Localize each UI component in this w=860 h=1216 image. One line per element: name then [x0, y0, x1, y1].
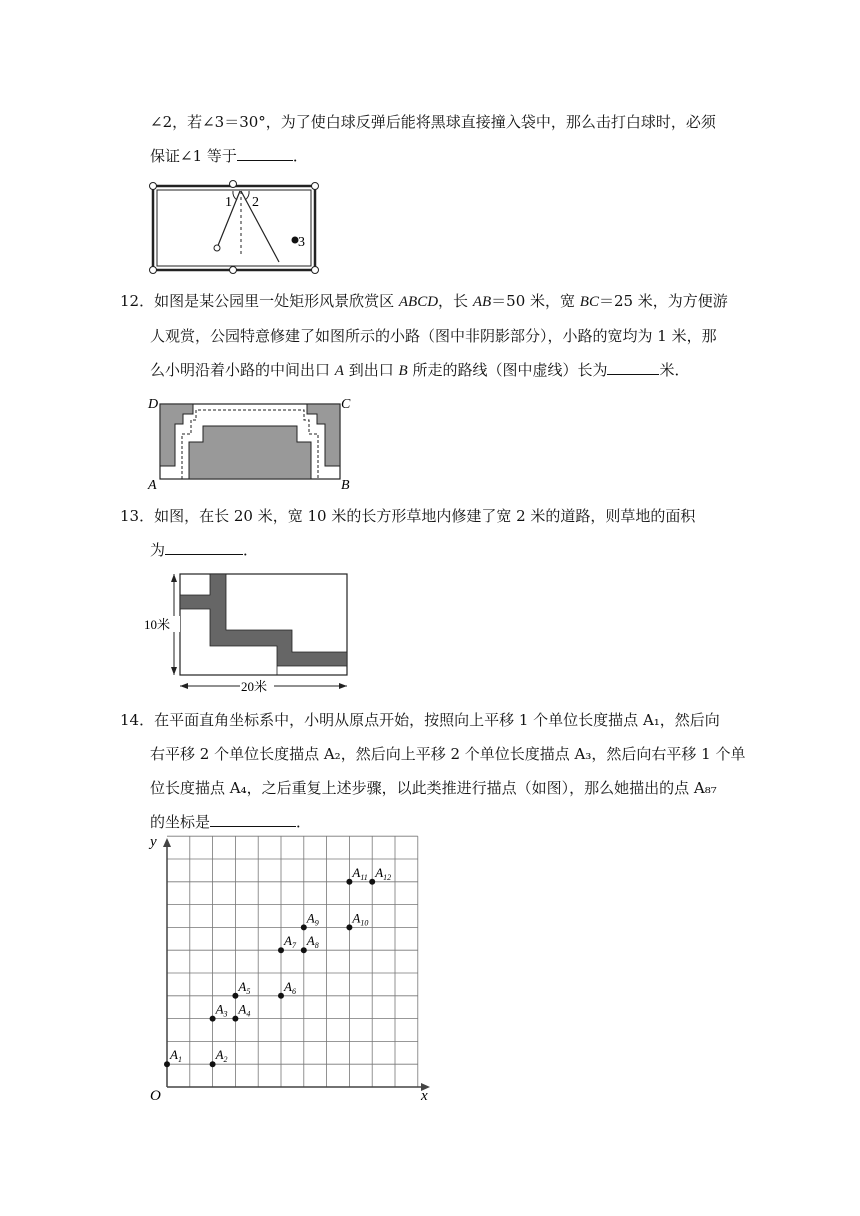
- q12-text-line1: [120, 291, 728, 312]
- width-arrow-right: [339, 683, 347, 689]
- q13-line2-a: 为: [150, 541, 166, 559]
- y-axis-label: y: [150, 834, 157, 850]
- q14-text-line1: [120, 710, 720, 730]
- park-path-figure: [145, 394, 355, 492]
- coordinate-plane-figure: [140, 828, 440, 1113]
- point-label-a5: $A_5$: [238, 978, 251, 996]
- q12-text-line2: 人观赏，公园特意修建了如图所示的小路（图中非阴影部分），小路的宽均为 1 米，那: [150, 327, 717, 345]
- q12-bc: BC: [579, 294, 599, 310]
- q14-number: 14．: [120, 711, 155, 729]
- q12-line1-c: ＝50 米，宽: [491, 292, 580, 310]
- q11-text-line2-start: 保证∠1 等于: [150, 147, 237, 165]
- q12-answer-blank[interactable]: [607, 360, 659, 375]
- q12-line3-a: 么小明沿着小路的中间出口: [150, 361, 335, 379]
- angle-2-label: 2: [252, 195, 259, 210]
- angle-1-label: 1: [225, 195, 232, 210]
- pocket-bottom-right: [312, 267, 319, 274]
- billiard-table-figure: [145, 178, 325, 278]
- shaded-center-region: [189, 426, 311, 479]
- height-label: 10米: [144, 617, 171, 632]
- q14-text-line3: 位长度描点 A₄，之后重复上述步骤，以此类推进行描点（如图），那么她描出的点 A₈₇: [150, 779, 717, 797]
- pocket-top-left: [150, 183, 157, 190]
- q14-answer-blank[interactable]: [210, 812, 296, 827]
- q12-abcd: ABCD: [398, 294, 439, 310]
- q11-text-line2: [150, 146, 308, 166]
- height-arrow-top: [171, 574, 177, 582]
- width-arrow-left: [180, 683, 188, 689]
- table-inner-border: [157, 190, 311, 266]
- lawn-road-figure: [140, 570, 355, 695]
- q12-line3-d: 米．: [659, 361, 690, 379]
- x-axis-label: x: [421, 1088, 428, 1104]
- q14-line1: 在平面直角坐标系中，小明从原点开始，按照向上平移 1 个单位长度描点 A₁，然后向: [154, 711, 720, 729]
- point-label-a8: $A_8$: [306, 933, 319, 951]
- angle-3-label: 3: [298, 235, 305, 250]
- point-label-a2: $A_2$: [215, 1047, 228, 1065]
- pocket-bottom-middle: [230, 267, 237, 274]
- point-label-a3: $A_3$: [215, 1001, 228, 1019]
- label-c: C: [341, 397, 351, 412]
- origin-label: O: [150, 1088, 161, 1104]
- point-label-a1: $A_1$: [170, 1047, 182, 1065]
- q11-answer-blank[interactable]: [237, 146, 293, 161]
- q12-line3-b: 到出口: [343, 361, 399, 379]
- point-label-a11: $A_{11}$: [352, 864, 368, 882]
- q12-line1-d: ＝25 米，为方便游: [598, 292, 728, 310]
- width-label: 20米: [241, 679, 268, 694]
- point-label-a9: $A_9$: [306, 910, 319, 928]
- table-outer-border: [153, 186, 315, 270]
- q13-line1: 如图，在长 20 米，宽 10 米的长方形草地内修建了宽 2 米的道路，则草地的面积: [154, 507, 696, 525]
- plotted-points: [164, 865, 391, 1067]
- q12-line1-b: ，长: [438, 292, 473, 310]
- point-label-a6: $A_6$: [284, 978, 296, 996]
- q13-line2-b: ．: [243, 541, 259, 559]
- pocket-top-right: [312, 183, 319, 190]
- q13-text-line1: [120, 506, 695, 526]
- point-label-a4: $A_4$: [238, 1001, 251, 1019]
- q14-line4-b: ．: [296, 813, 312, 831]
- reflected-path: [241, 191, 279, 262]
- label-a: A: [148, 478, 157, 492]
- point-label-a7: $A_7$: [284, 933, 296, 951]
- pocket-bottom-left: [150, 267, 157, 274]
- q12-line3-c: 所走的路线（图中虚线）长为: [407, 361, 608, 379]
- y-axis-arrow: [163, 838, 171, 847]
- q12-number: 12．: [120, 292, 155, 310]
- point-label-a12: $A_{12}$: [375, 864, 392, 882]
- q12-text-line3: [150, 360, 689, 381]
- point-label-a10: $A_{10}$: [352, 910, 369, 928]
- q11-text-line1: ∠2，若∠3＝30°，为了使白球反弹后能将黑球直接撞入袋中，那么击打白球时，必须: [150, 113, 716, 131]
- q14-text-line2: 右平移 2 个单位长度描点 A₂，然后向上平移 2 个单位长度描点 A₃，然后向右平移 1 个单: [150, 745, 746, 763]
- q13-text-line2: [150, 540, 258, 560]
- q14-line4-a: 的坐标是: [150, 813, 211, 831]
- q13-answer-blank[interactable]: [165, 540, 243, 555]
- q12-ab: AB: [472, 294, 492, 310]
- q12-point-b: B: [398, 363, 408, 379]
- q11-text-line2-end: ．: [292, 147, 308, 165]
- height-arrow-bottom: [171, 667, 177, 675]
- white-ball: [214, 245, 220, 251]
- label-b: B: [341, 478, 350, 492]
- q12-point-a: A: [334, 363, 344, 379]
- label-d: D: [148, 397, 159, 412]
- pocket-top-middle: [230, 181, 237, 188]
- q13-number: 13．: [120, 507, 155, 525]
- q12-line1-a: 如图是某公园里一处矩形风景欣赏区: [154, 292, 399, 310]
